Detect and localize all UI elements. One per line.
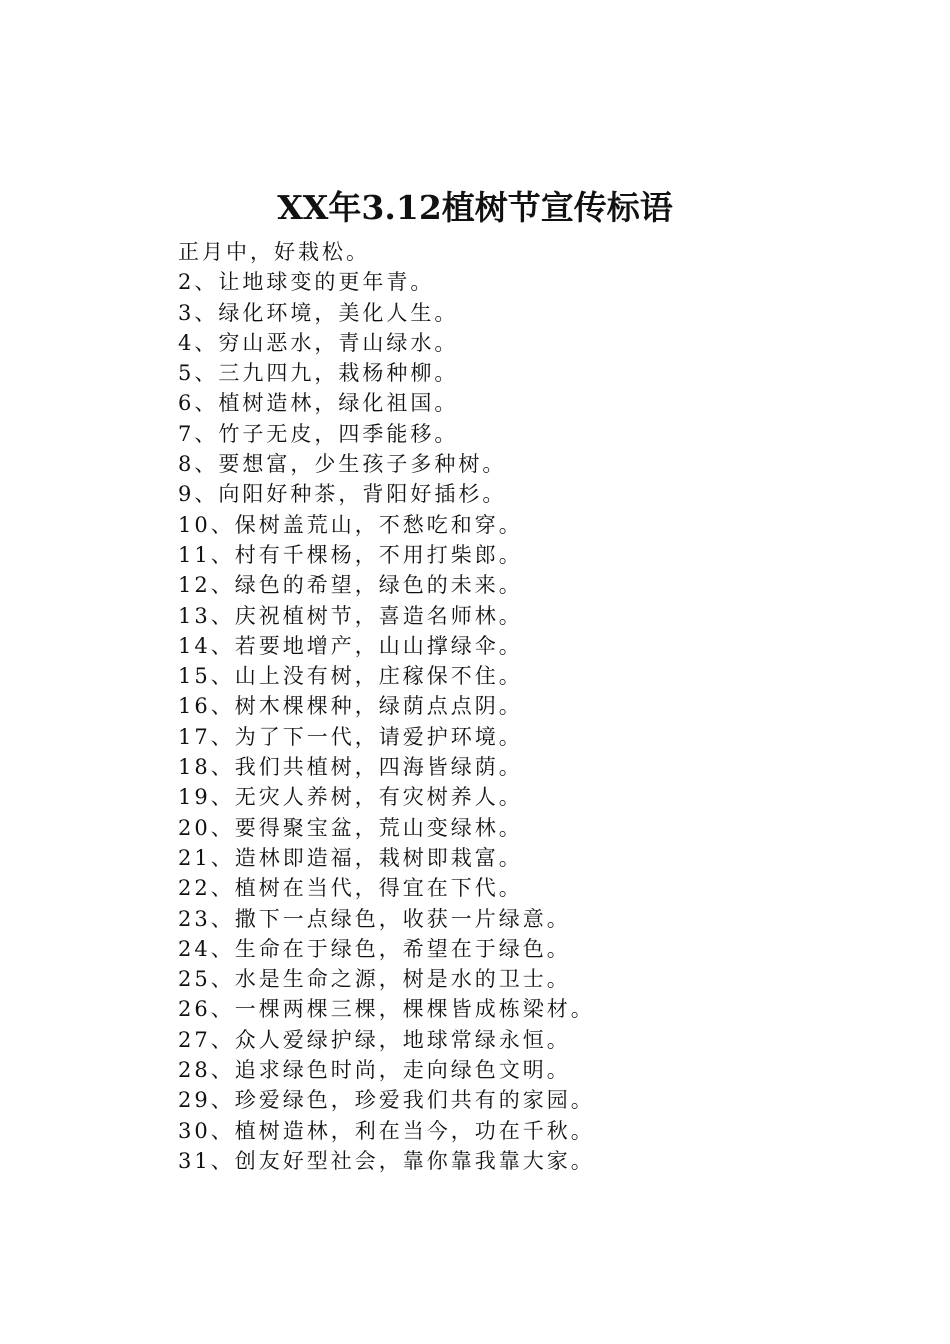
slogan-line: 7、竹子无皮，四季能移。 <box>178 421 459 446</box>
slogan-line: 27、众人爱绿护绿，地球常绿永恒。 <box>178 1027 571 1052</box>
slogan-line: 15、山上没有树，庄稼保不住。 <box>178 664 523 689</box>
slogan-line: 16、树木棵棵种，绿荫点点阴。 <box>178 694 523 719</box>
slogan-line: 17、为了下一代，请爱护环境。 <box>178 724 523 749</box>
slogan-line: 3、绿化环境，美化人生。 <box>178 300 459 325</box>
slogan-line: 正月中，好栽松。 <box>178 240 370 264</box>
slogan-line: 18、我们共植树，四海皆绿荫。 <box>178 755 523 780</box>
slogan-line: 23、撒下一点绿色，收获一片绿意。 <box>178 906 571 931</box>
slogan-line: 28、追求绿色时尚，走向绿色文明。 <box>178 1058 571 1083</box>
slogan-line: 4、穷山恶水，青山绿水。 <box>178 330 459 355</box>
slogan-line: 14、若要地增产，山山撑绿伞。 <box>178 633 523 658</box>
slogan-list <box>178 237 878 1176</box>
slogan-line: 10、保树盖荒山，不愁吃和穿。 <box>178 512 523 537</box>
slogan-line: 12、绿色的希望，绿色的未来。 <box>178 573 523 598</box>
slogan-line: 29、珍爱绿色，珍爱我们共有的家园。 <box>178 1088 595 1113</box>
slogan-line: 2、让地球变的更年青。 <box>178 270 435 295</box>
slogan-line: 22、植树在当代，得宜在下代。 <box>178 876 523 901</box>
slogan-line: 11、村有千棵杨，不用打柴郎。 <box>178 542 523 567</box>
slogan-line: 25、水是生命之源，树是水的卫士。 <box>178 967 571 992</box>
slogan-line: 6、植树造林，绿化祖国。 <box>178 391 459 416</box>
slogan-line: 5、三九四九，栽杨种柳。 <box>178 361 459 386</box>
slogan-line: 9、向阳好种茶，背阳好插杉。 <box>178 482 507 507</box>
slogan-line: 21、造林即造福，栽树即栽富。 <box>178 845 523 870</box>
slogan-line: 20、要得聚宝盆，荒山变绿林。 <box>178 815 523 840</box>
slogan-line: 8、要想富，少生孩子多种树。 <box>178 452 507 477</box>
slogan-line: 19、无灾人养树，有灾树养人。 <box>178 785 523 810</box>
slogan-line: 13、庆祝植树节，喜造名师林。 <box>178 603 523 628</box>
slogan-line: 31、创友好型社会，靠你靠我靠大家。 <box>178 1148 595 1173</box>
slogan-line: 24、生命在于绿色，希望在于绿色。 <box>178 936 571 961</box>
slogan-line: 30、植树造林，利在当今，功在千秋。 <box>178 1118 595 1143</box>
slogan-line: 26、一棵两棵三棵，棵棵皆成栋梁材。 <box>178 997 595 1022</box>
document-title: XX年3.12植树节宣传标语 <box>277 188 673 227</box>
